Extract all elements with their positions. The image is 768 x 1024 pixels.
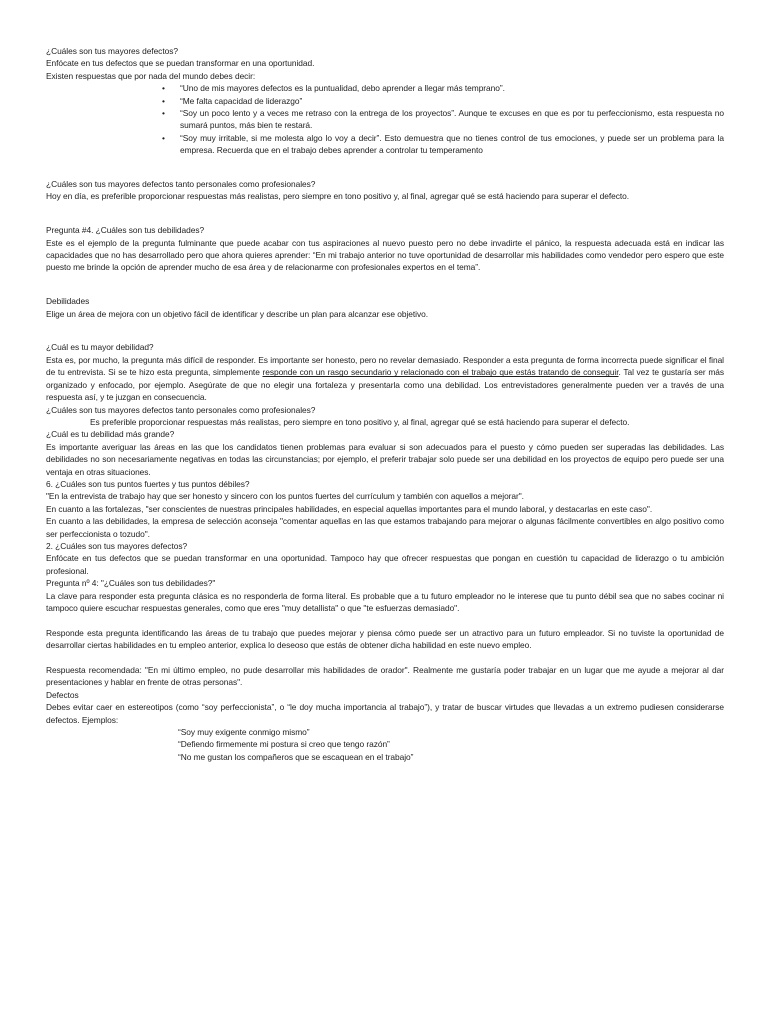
bullet-marker: •: [162, 83, 165, 94]
paragraph: Responde esta pregunta identificando las áreas de tu trabajo que puedes mejorar y piensa cómo puede ser un atractivo para un futuro empleador. Si no tuviste la oportunidad de desarrollar ciertas habilidades en tu empleo anterior, explica lo deseoso que estás de obtener dicha habilidad en este nuevo empleo.: [46, 627, 724, 651]
list-item: [162, 107, 724, 132]
paragraph: En cuanto a las debilidades, la empresa de selección aconseja "comentar aquellas en las que estamos trabajando para mejorar o algunas fácilmente convertibles en algo positivo como ser perfeccionista o tozudo".: [46, 516, 724, 539]
question-heading: ¿Cuáles son tus mayores defectos tanto personales como profesionales?: [46, 404, 316, 415]
paragraph: [46, 354, 724, 404]
list-item: [162, 132, 724, 157]
paragraph: Existen respuestas que por nada del mundo debes decir:: [46, 70, 256, 81]
paragraph: Enfócate en tus defectos que se puedan transformar en una oportunidad.: [46, 58, 315, 69]
question-heading: 6. ¿Cuáles son tus puntos fuertes y tus puntos débiles?: [46, 478, 250, 489]
paragraph: En cuanto a las fortalezas, "ser conscientes de nuestras principales habilidades, en especial aquellas importantes para el mundo laboral, y destacarlas en este caso".: [46, 503, 653, 514]
question-heading: Pregunta #4. ¿Cuáles son tus debilidades?: [46, 225, 205, 236]
question-heading: ¿Cuál es tu debilidad más grande?: [46, 429, 175, 440]
bullet-marker: •: [162, 95, 165, 106]
list-item: [162, 82, 724, 94]
bullet-list: [46, 82, 724, 156]
paragraph-text: Esta es, por mucho, la pregunta más difícil de responder. Es importante ser honesto, pero no revelar demasiado. Responder a esta pregunta de forma incorrecta puede significar el final de tu entrevista. Si se te hizo esta pregunta, simplemente: [46, 354, 724, 378]
paragraph: Enfócate en tus defectos que se puedan transformar en una oportunidad. Tampoco hay que ofrecer respuestas que pongan en cuestión tu capacidad de liderazgo o tu ambición profesional.: [46, 553, 724, 576]
paragraph: Debes evitar caer en estereotipos (como “soy perfeccionista”, o “le doy mucha importancia al trabajo”), y tratar de buscar virtudes que llevadas a un extremo pudiesen considerarse defectos. Ejemplos:: [46, 702, 724, 725]
list-item-text: “Soy un poco lento y a veces me retraso con la entrega de los proyectos”. Aunque te excuses en que es por tu perfeccionismo, esta respuesta no sumará puntos, más bien te restará.: [180, 108, 724, 131]
paragraph: Elige un área de mejora con un objetivo fácil de identificar y describe un plan para alcanzar ese objetivo.: [46, 308, 428, 319]
question-heading: ¿Cuáles son tus mayores defectos tanto personales como profesionales?: [46, 179, 316, 190]
question-heading: 2. ¿Cuáles son tus mayores defectos?: [46, 540, 188, 551]
paragraph: Respuesta recomendada: "En mi último empleo, no pude desarrollar mis habilidades de orador". Realmente me gustaría poder trabajar en un lugar que me ayude a mejorar al dar presentaciones y hablar en frente de otras personas".: [46, 665, 724, 688]
paragraph: Es preferible proporcionar respuestas más realistas, pero siempre en tono positivo y, al final, agregar qué se está haciendo para superar el defecto.: [90, 416, 630, 427]
paragraph: "En la entrevista de trabajo hay que ser honesto y sincero con los puntos fuertes del currículum y también con aquellos a mejorar".: [46, 491, 524, 502]
paragraph: Este es el ejemplo de la pregunta fulminante que puede acabar con tus aspiraciones al nuevo puesto pero no debe invadirte el pánico, la respuesta adecuada está en indicar las capacidades que no has desarrollado pero que ahora quieres aprender: “En mi trabajo anterior no tuve oportunidad de desarrollar mis habilidades como vendedor pero espero que este puesto me brinde la opción de aprender mucho de esa área y de relacionarme con profesionales expertos en el tema”.: [46, 237, 724, 273]
section-heading: Debilidades: [46, 296, 90, 307]
paragraph: Hoy en día, es preferible proporcionar respuestas más realistas, pero siempre en tono positivo y, al final, agregar qué se está haciendo para superar el defecto.: [46, 191, 630, 202]
bullet-marker: •: [162, 132, 165, 143]
paragraph: La clave para responder esta pregunta clásica es no responderla de forma literal. Es probable que a tu futuro empleador no le interese que tu punto débil sea que no sabes cocinar ni tampoco quiere escuchar respuestas generales, como que eres "muy detallista" o que "te esfuerzas demasiado".: [46, 590, 724, 613]
question-heading: ¿Cuál es tu mayor debilidad?: [46, 342, 154, 353]
list-item-text: “Soy muy irritable, si me molesta algo lo voy a decir”. Esto demuestra que no tienes control de tus emociones, y puede ser un problema para la empresa. Recuerda que en el trabajo debes aprender a controlar tu temperamento: [180, 132, 724, 156]
bullet-marker: •: [162, 108, 165, 119]
list-item-text: “Me falta capacidad de liderazgo”: [180, 95, 303, 106]
paragraph-text: . Tal vez te gustaría ser más organizado y enfocado, por ejemplo. Asegúrate de que no elegir una fortaleza y presentarla como una debilidad. Los entrevistadores generalmente pueden ver a través de una respuesta así, y te juzgan en consecuencia.: [46, 367, 724, 403]
list-item: [162, 95, 724, 107]
question-heading: Pregunta nº 4: "¿Cuáles son tus debilidades?": [46, 578, 216, 589]
underlined-text: responde con un rasgo secundario y relacionado con el trabajo que estás tratando de conseguir: [262, 367, 619, 378]
example-item: “No me gustan los compañeros que se escaquean en el trabajo”: [178, 751, 414, 762]
section-heading: Defectos: [46, 689, 79, 700]
list-item-text: “Uno de mis mayores defectos es la puntualidad, debo aprender a llegar más temprano”.: [180, 83, 505, 94]
document-body: [46, 45, 724, 763]
example-item: “Defiendo firmemente mi postura si creo que tengo razón”: [178, 739, 390, 750]
paragraph: Es importante averiguar las áreas en las que los candidatos tienen problemas para evaluar si son adecuados para el puesto y cómo pueden ser superadas las debilidades. Las debilidades no son necesariamente negativas en todas las circunstancias; por ejemplo, el preferir trabajar solo puede ser una debilidad en los proyectos de equipo pero puede ser una ventaja en otras situaciones.: [46, 441, 724, 477]
question-heading: ¿Cuáles son tus mayores defectos?: [46, 46, 178, 56]
example-item: “Soy muy exigente conmigo mismo”: [178, 727, 310, 738]
